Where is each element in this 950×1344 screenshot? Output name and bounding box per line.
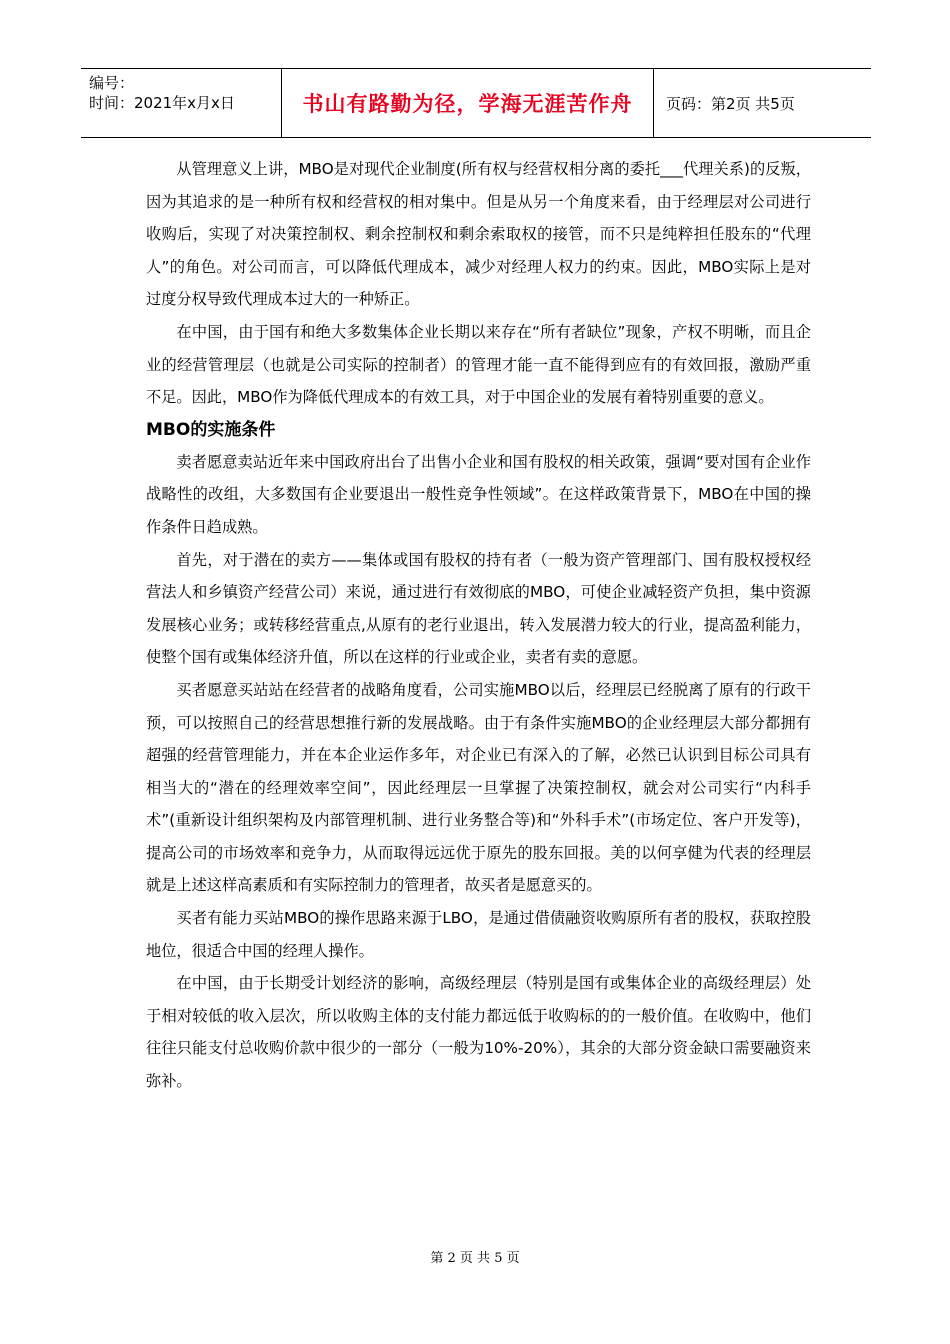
section-heading: MBO的实施条件 <box>146 419 276 440</box>
body-paragraph: 买者有能力买站MBO的操作思路来源于LBO，是通过借债融资收购原所有者的股权，获取控股地位，很适合中国的经理人操作。 <box>146 909 811 960</box>
body-paragraph: 从管理意义上讲，MBO是对现代企业制度(所有权与经营权相分离的委托___代理关系)的反叛，因为其追求的是一种所有权和经营权的相对集中。但是从另一个角度来看，由于经理层对公司进行收购后，实现了对决策控制权、剩余控制权和剩余索取权的接管，而不只是纯粹担任股东的“代理人”的角色。对公司而言，可以降低代理成本，减少对经理人权力的约束。因此，MBO实际上是对过度分权导致代理成本过大的一种矫正。 <box>146 160 811 309</box>
body-paragraph: 在中国，由于国有和绝大多数集体企业长期以来存在“所有者缺位”现象，产权不明晰，而且企业的经营管理层（也就是公司实际的控制者）的管理才能一直不能得到应有的有效回报，激励严重不足。因此，MBO作为降低代理成本的有效工具，对于中国企业的发展有着特别重要的意义。 <box>146 322 811 407</box>
body-paragraph: 卖者愿意卖站近年来中国政府出台了出售小企业和国有股权的相关政策，强调“要对国有企业作战略性的改组，大多数国有企业要退出一般性竞争性领域”。在这样政策背景下，MBO在中国的操作条件日趋成熟。 <box>146 452 811 536</box>
body-paragraph: 买者愿意买站站在经营者的战略角度看，公司实施MBO以后，经理层已经脱离了原有的行政干预，可以按照自己的经营思想推行新的发展战略。由于有条件实施MBO的企业经理层大部分都拥有超强的经营管理能力，并在本企业运作多年，对企业已有深入的了解，必然已认识到目标公司具有相当大的“潜在的经理效率空间”，因此经理层一旦掌握了决策控制权，就会对公司实行“内科手术”(重新设计组织架构及内部管理机制、进行业务整合等)和“外科手术”(市场定位、客户开发等)，提高公司的市场效率和竞争力，从而取得远远优于原先的股东回报。美的以何享健为代表的经理层就是上述这样高素质和有实际控制力的管理者，故买者是愿意买的。 <box>146 680 811 895</box>
document-date-label: 时间：2021年x月x日 <box>89 94 235 112</box>
header-page-cell <box>654 69 871 137</box>
header-page-number: 页码：第2页 共5页 <box>666 94 795 113</box>
header-meta-cell <box>81 69 282 137</box>
body-paragraph: 在中国，由于长期受计划经济的影响，高级经理层（特别是国有或集体企业的高级经理层）处于相对较低的收入层次，所以收购主体的支付能力都远低于收购标的的一般价值。在收购中，他们往往只能支付总收购价款中很少的一部分（一般为10%-20%），其余的大部分资金缺口需要融资来弥补。 <box>146 974 811 1091</box>
page-footer: 第 2 页 共 5 页 <box>430 1251 520 1266</box>
body-paragraph: 首先，对于潜在的卖方——集体或国有股权的持有者（一般为资产管理部门、国有股权授权经营法人和乡镇资产经营公司）来说，通过进行有效彻底的MBO，可使企业减轻资产负担，集中资源发展核心业务；或转移经营重点,从原有的老行业退出，转入发展潜力较大的行业，提高盈利能力，使整个国有或集体经济升值，所以在这样的行业或企业，卖者有卖的意愿。 <box>146 550 811 667</box>
header-motto: 书山有路勤为径，学海无涯苦作舟 <box>302 92 633 116</box>
document-number-label: 编号： <box>89 74 135 92</box>
header-motto-cell <box>282 69 654 137</box>
document-body <box>146 153 811 1098</box>
page-header <box>81 68 871 138</box>
